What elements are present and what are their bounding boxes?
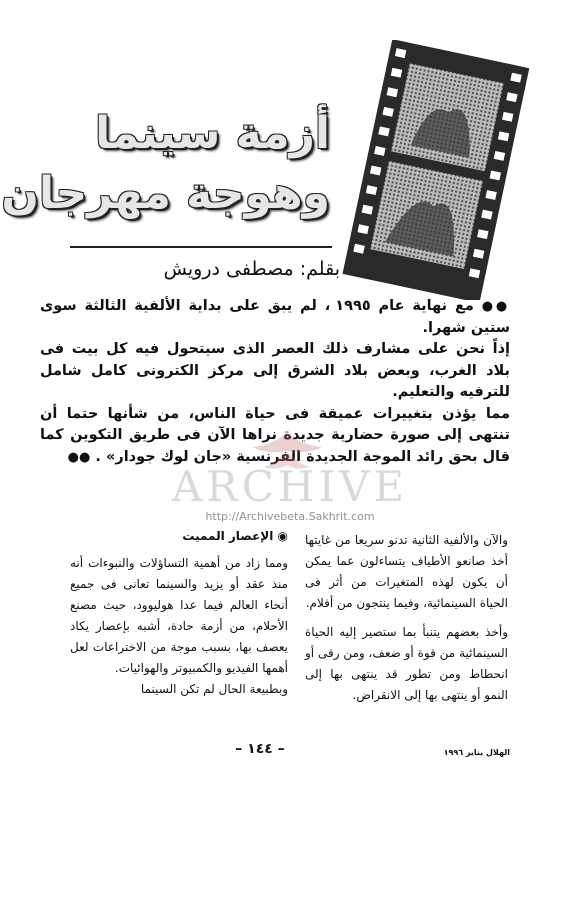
body-paragraph: وأخذ بعضهم يتنبأ بما ستصير إليه الحياة السينمائية من قوة أو ضعف، ومن رقى أو انحطاط ومن تطور قد ينتهى بها إلى النمو أو ينتهى بها إلى الانقراض. xyxy=(305,625,508,702)
film-strip-illustration xyxy=(326,40,536,300)
body-paragraph: وبطبيعة الحال لم تكن السينما xyxy=(140,682,288,696)
lead-paragraph-1: ●● مع نهاية عام ١٩٩٥ ، لم يبق على بداية الألفية الثالثة سوى ستين شهرا. xyxy=(40,298,510,336)
title-divider xyxy=(70,246,332,248)
body-column-left xyxy=(70,526,288,700)
section-subheading: ◉ الإعصار المميت xyxy=(182,529,288,543)
lead-paragraph-3: مما يؤذن بتغييرات عميقة فى حياة الناس، من شأنها حتما أن تنتهى إلى صورة حضارية جديدة نراها الآن فى طريق التكوين كما قال بحق رائد الموجة الجديدة الفرنسية «جان لوك جودار» . ●● xyxy=(40,405,510,465)
bullet-icon: ●● xyxy=(67,449,91,465)
body-column-right xyxy=(305,530,508,706)
archive-watermark-url: http://Archivebeta.Sakhrit.com xyxy=(205,510,375,523)
publication-source: الهلال يناير ١٩٩٦ xyxy=(443,748,510,757)
bullet-icon: ●● xyxy=(481,299,510,314)
body-paragraph: والآن والألفية الثانية تدنو سريعا من غايتها أخذ صانعو الأطياف يتساءلون عما يمكن أن يكون لهذه المتغيرات من أثر فى الحياة السينمائية، وفيما ينتجون من أفلام. xyxy=(305,533,508,610)
headline-line-1: أزمة سينما xyxy=(95,108,330,159)
lead-paragraph-2: إذاً نحن على مشارف ذلك العصر الذى سيتحول فيه كل بيت فى بلاد الغرب، وبعض بلاد الشرق إلى مركز الكترونى كامل شامل للترفيه والتعليم. xyxy=(40,341,510,400)
page-number: – ١٤٤ – xyxy=(235,741,285,757)
headline-line-2: وهوجة مهرجان xyxy=(1,168,330,219)
author-byline: بقلم: مصطفى درويش xyxy=(163,258,340,280)
body-paragraph: ومما زاد من أهمية التساؤلات والنبوءات أنه منذ عقد أو يزيد والسينما تعانى فى جميع أنحاء العالم فيما عدا هوليوود، حيث مصنع الأحلام، من أزمة حادة، أشبه بإعصار يكاد يعصف بها، بسبب موجة من الاختراعات لعل أهمها الفيديو والكمبيوتر والهوائيات. xyxy=(70,556,288,675)
archive-watermark-text: ARCHIVE xyxy=(171,462,409,511)
